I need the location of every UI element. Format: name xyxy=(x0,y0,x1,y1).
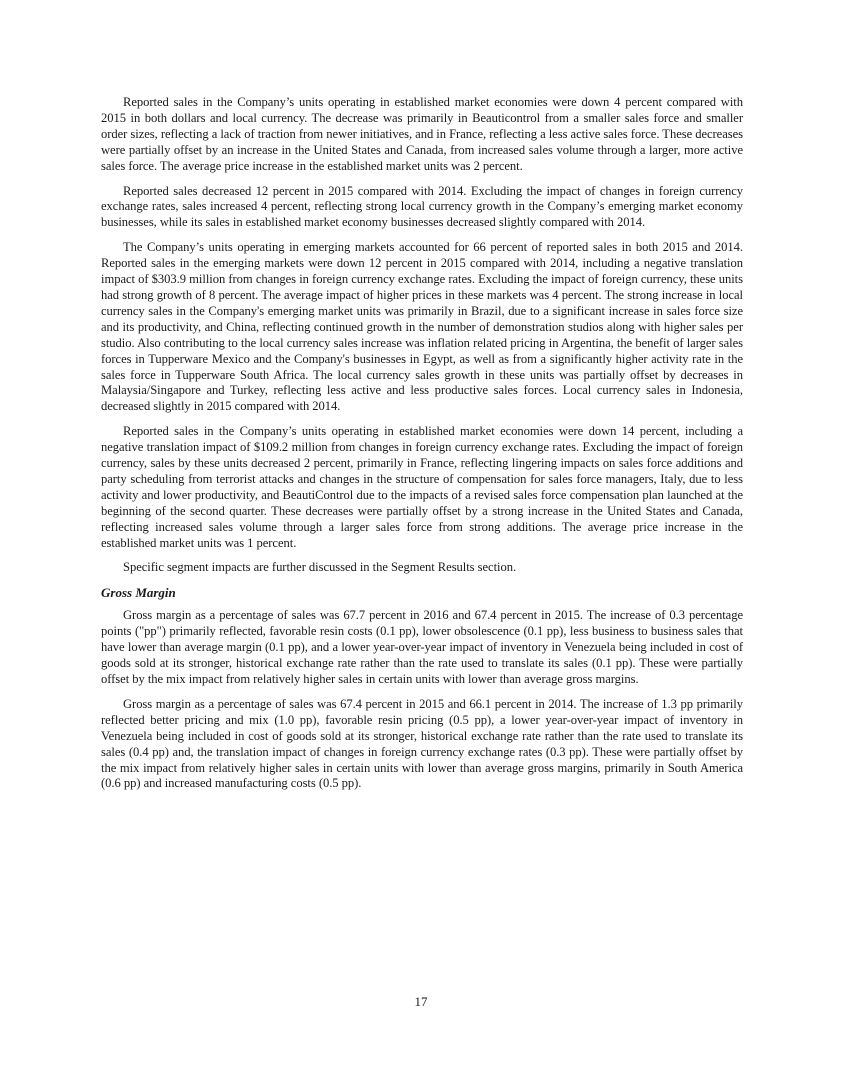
paragraph-gross-margin-2015: Gross margin as a percentage of sales was 67.4 percent in 2015 and 66.1 percent in 2014. The increase of 1.3 pp primarily reflected better pricing and mix (1.0 pp), favorable resin pricing (0.5 pp), a lower year-over-year impact of inventory in Venezuela being included in cost of goods sold at its stronger, historical exchange rate rather than the rate used to translate its sales (0.4 pp) and, the translation impact of changes in foreign currency exchange rates (0.3 pp). These were partially offset by the mix impact from relatively higher sales in certain units with lower than average gross margins, primarily in South America (0.6 pp) and increased manufacturing costs (0.5 pp). xyxy=(101,696,743,791)
paragraph-established-markets-2016: Reported sales in the Company’s units operating in established market economies were down 4 percent compared with 2015 in both dollars and local currency. The decrease was primarily in Beauticontrol from a smaller sales force and smaller order sizes, reflecting a lack of traction from newer initiatives, and in France, reflecting a less active sales force. These decreases were partially offset by an increase in the United States and Canada, from increased sales volume through a larger, more active sales force. The average price increase in the established market units was 2 percent. xyxy=(101,95,744,173)
page-body xyxy=(101,95,743,801)
section-heading-gross-margin: Gross Margin xyxy=(101,585,176,601)
paragraph-established-markets-2015: Reported sales in the Company’s units operating in established market economies were down 14 percent, including a negative translation impact of $109.2 million from changes in foreign currency exchange rates. Excluding the impact of foreign currency, sales by these units decreased 2 percent, primarily in France, reflecting lingering impacts on sales force additions and party scheduling from terrorist attacks and changes in the structure of compensation for sales force managers, Italy, due to less activity and lower productivity, and BeautiControl due to the impacts of a revised sales force compensation plan launched at the beginning of the second quarter. These decreases were partially offset by a strong increase in the United States and Canada, reflecting increased sales volume through a larger sales force from strong additions. The average price increase in the established market units was 1 percent. xyxy=(101,424,743,550)
paragraph-sales-2015-vs-2014: Reported sales decreased 12 percent in 2015 compared with 2014. Excluding the impact of changes in foreign currency exchange rates, sales increased 4 percent, reflecting strong local currency growth in the Company’s emerging market economy businesses, while its sales in established market economy businesses decreased slightly compared with 2014. xyxy=(101,183,743,230)
paragraph-gross-margin-2016: Gross margin as a percentage of sales was 67.7 percent in 2016 and 67.4 percent in 2015. The increase of 0.3 percentage points ("pp") primarily reflected, favorable resin costs (0.1 pp), lower obsolescence (0.1 pp), less business to business sales that have lower than average margin (0.1 pp), and a lower year-over-year impact of inventory in Venezuela being included in cost of goods sold at its stronger, historical exchange rate rather than the rate used to translate its sales (0.1 pp). These were partially offset by the mix impact from relatively higher sales in certain units with lower than average gross margins. xyxy=(101,608,743,686)
paragraph-segment-impacts: Specific segment impacts are further discussed in the Segment Results section. xyxy=(123,560,517,575)
page-number: 17 xyxy=(414,994,428,1009)
paragraph-emerging-markets-2015: The Company’s units operating in emerging markets accounted for 66 percent of reported sales in both 2015 and 2014. Reported sales in the emerging markets were down 12 percent in 2015 compared with 2014, including a negative translation impact of $303.9 million from changes in foreign currency exchange rates. Excluding the impact of foreign currency, these units had strong growth of 8 percent. The average impact of higher prices in these markets was 4 percent. The strong increase in local currency sales in the Company's emerging market units was primarily in Brazil, due to a significant increase in sales force size and its productivity, and China, reflecting continued growth in the number of demonstration studios along with higher sales per studio. Also contributing to the local currency sales increase was inflation related pricing in Argentina, the benefit of larger sales forces in Tupperware Mexico and the Company's businesses in Egypt, as well as from a significantly higher activity rate in the sales force in Tupperware South Africa. The local currency sales growth in these units was partially offset by decreases in Malaysia/Singapore and Turkey, reflecting less active and less productive sales forces. Local currency sales in Indonesia, decreased slightly in 2015 compared with 2014. xyxy=(101,240,743,414)
